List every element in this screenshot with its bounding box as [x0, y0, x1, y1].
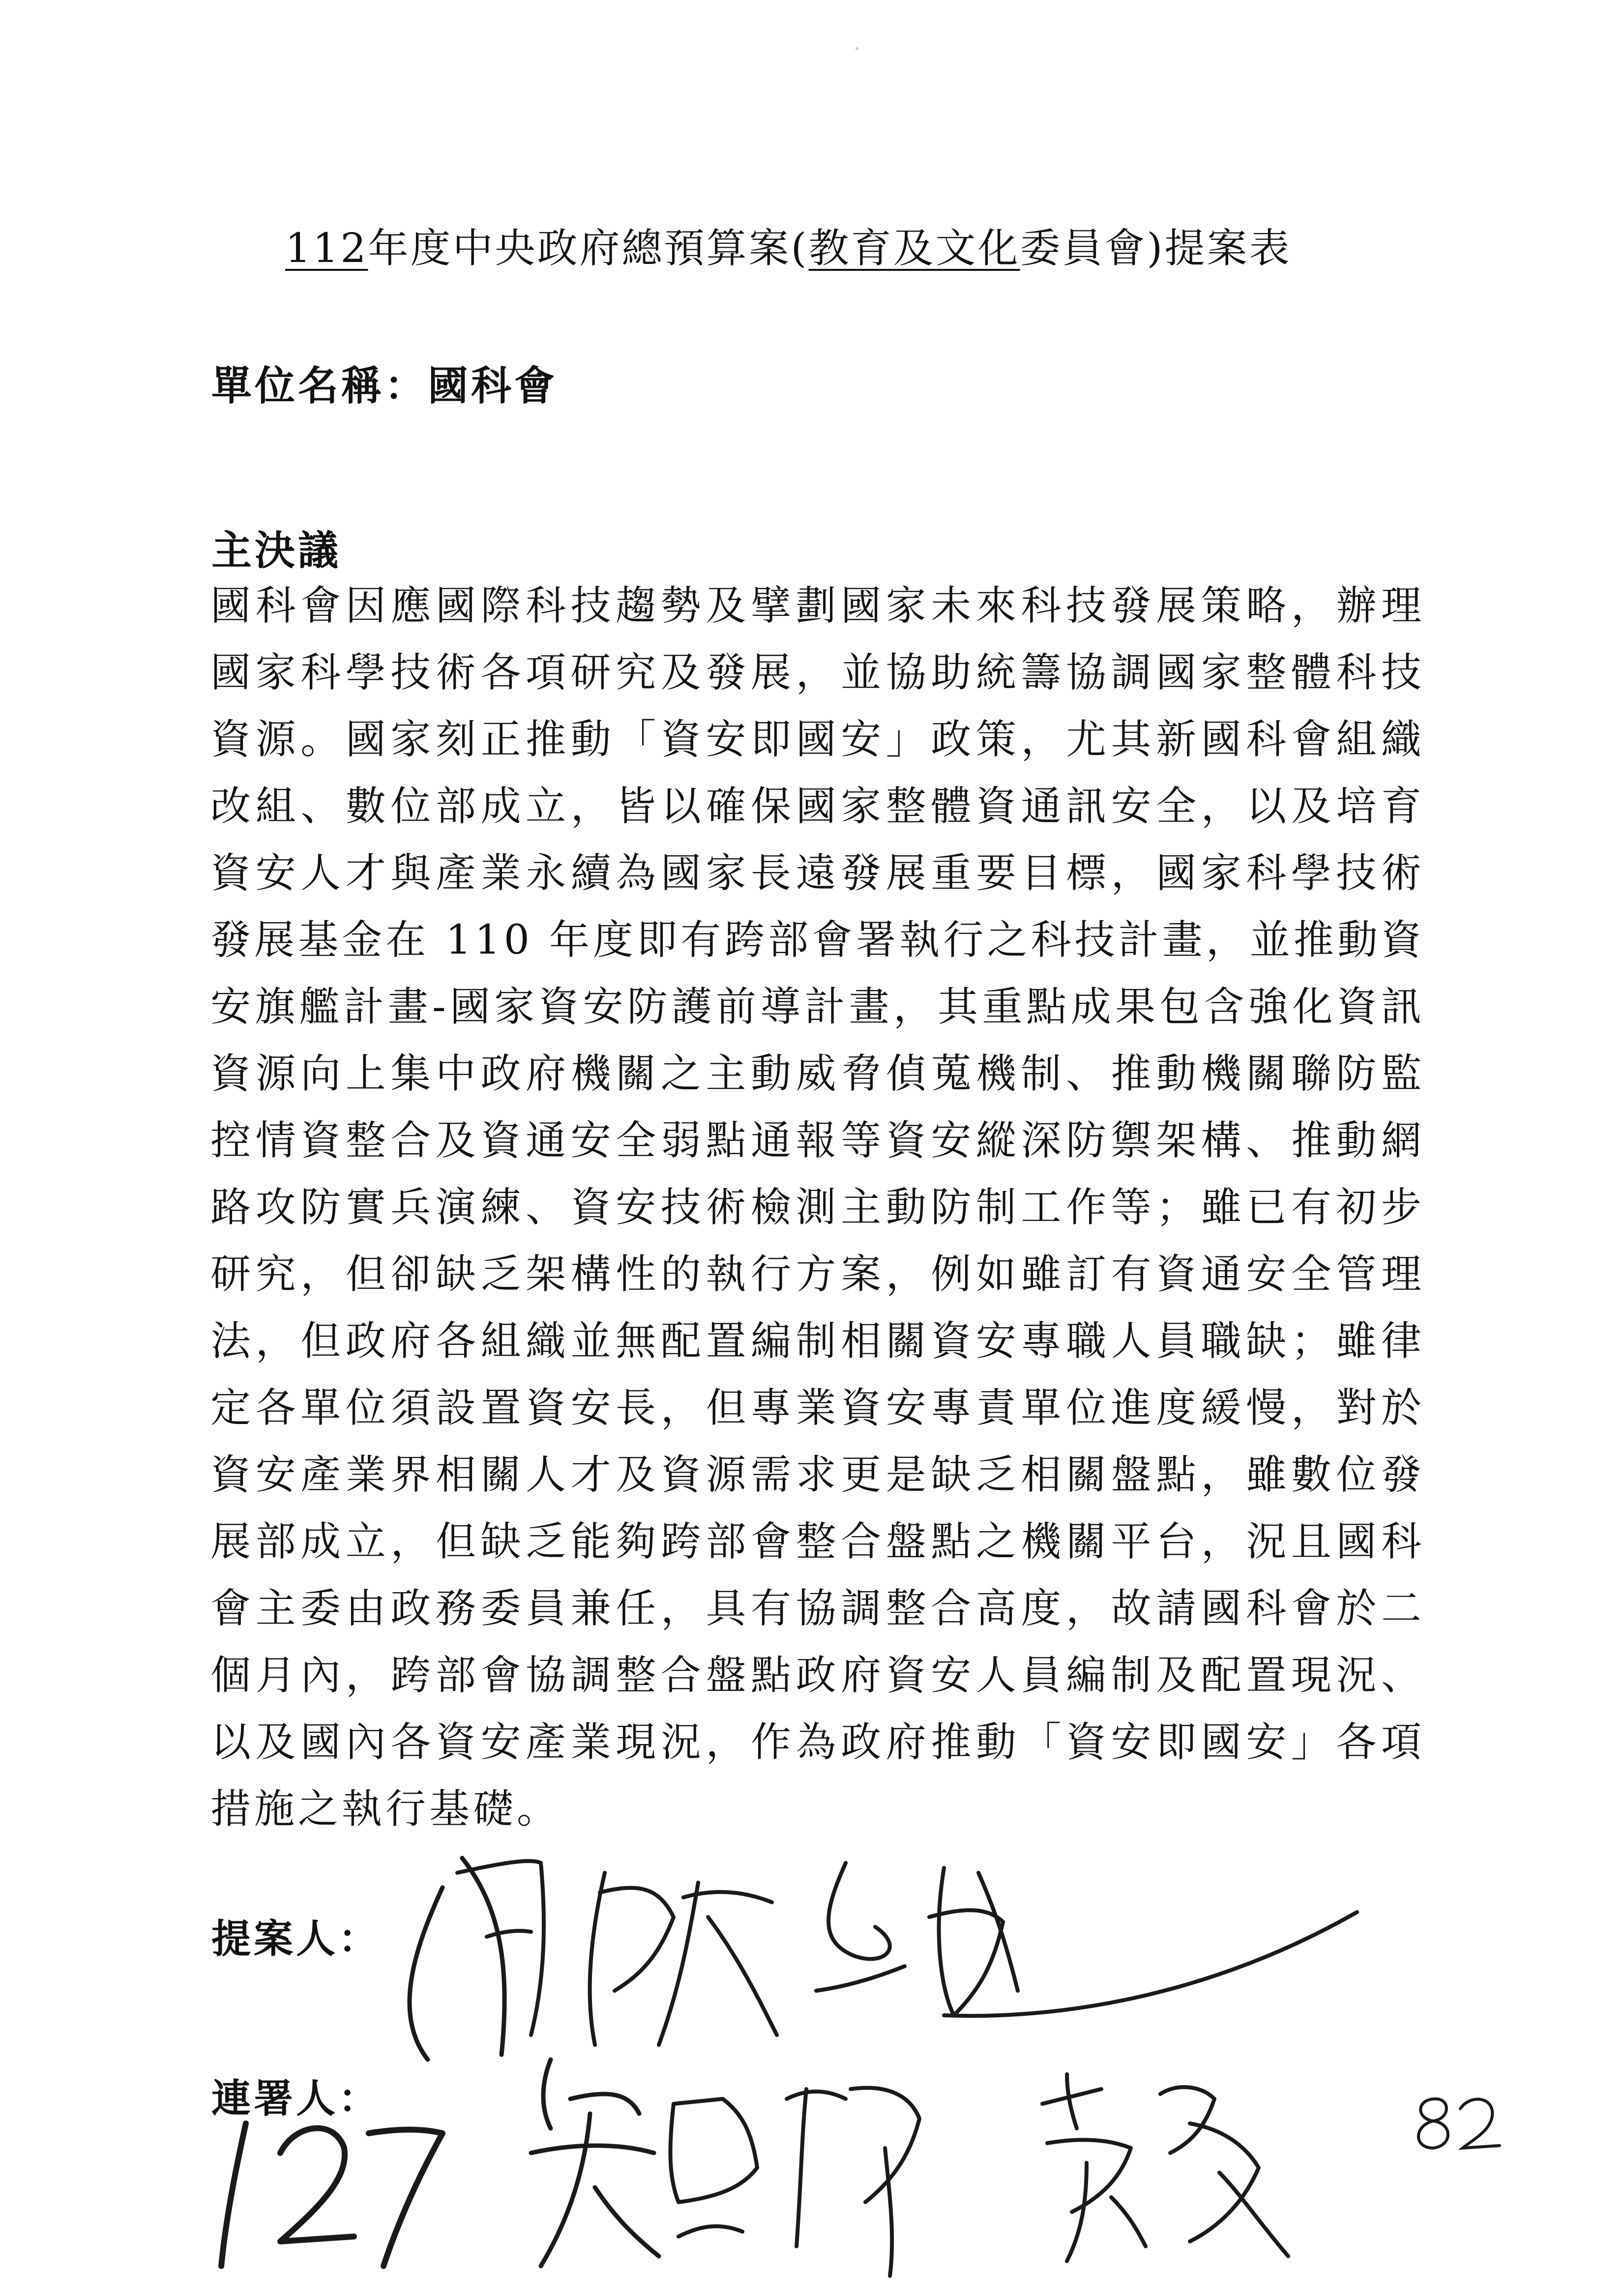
scan-dot [856, 47, 858, 50]
title-middle: 年度中央政府總預算案( [368, 225, 809, 272]
title-end: 委員會)提案表 [1020, 225, 1292, 272]
proposer-label: 提案人： [211, 1916, 381, 1962]
proposer-signature [384, 1829, 1391, 2074]
title-year: 112 [285, 225, 368, 272]
document-title [285, 216, 1367, 274]
section-heading: 主決議 [211, 527, 342, 574]
resolution-body: 國科會因應國際科技趨勢及擘劃國家未來科技發展策略，辦理國家科學技術各項研究及發展，並協助統籌協調國家整體科技資源。國家刻正推動「資安即國安」政策，尤其新國科會組織改組、數位部成立，皆以確保國家整體資通訊安全，以及培育資安人才與產業永續為國家長遠發展重要目標，國家科學技術發展基金在 110 年度即有跨部會署執行之科技計畫，並推動資安旗艦計畫-國家資安防護前導計畫，其重點成果包含強化資訊資源向上集中政府機關之主動威脅偵蒐機制、推動機關聯防監控情資整合及資通安全弱點通報等資安縱深防禦架構、推動網路攻防實兵演練、資安技術檢測主動防制工作等；雖已有初步研究，但卻缺乏架構性的執行方案，例如雖訂有資通安全管理法，但政府各組織並無配置編制相關資安專職人員職缺；雖律定各單位須設置資安長，但專業資安專責單位進度緩慢，對於資安產業界相關人才及資源需求更是缺乏相關盤點，雖數位發展部成立，但缺乏能夠跨部會整合盤點之機關平台，況且國科會主委由政務委員兼任，具有協調整合高度，故請國科會於二個月內，跨部會協調整合盤點政府資安人員編制及配置現況、以及國內各資安產業現況，作為政府推動「資安即國安」各項措施之執行基礎。 [210, 582, 1425, 1832]
cosigner-count-handwritten [211, 2104, 457, 2281]
page-number-handwritten [1406, 2089, 1505, 2158]
cosigner-label: 連署人： [211, 2075, 381, 2122]
unit-label: 單位名稱： [211, 362, 428, 409]
unit-value: 國科會 [428, 362, 558, 409]
title-committee: 教育及文化 [808, 225, 1020, 272]
unit-name-line [211, 354, 558, 411]
cosigner-signature-2 [1013, 2064, 1318, 2271]
cosigner-signature-1 [511, 2040, 954, 2286]
